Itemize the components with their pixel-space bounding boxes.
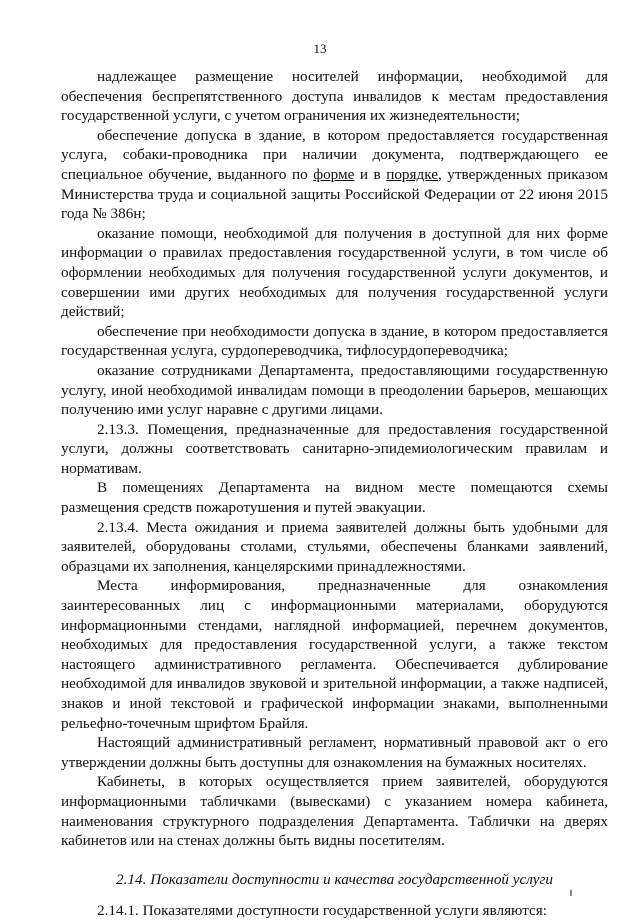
paragraph-assistance: оказание помощи, необходимой для получения в доступной для них форме информации о правилах предоставления государственной услуги, в том числе об оформлении необходимых для получения государственной услуги документов, и совершении ими других необходимых для получения государственной услуги действий; xyxy=(61,224,608,321)
paragraph-text-segment: обеспечение допуска в здание, в котором предоставляется государственная услуга, собаки-проводника при наличии документа, подтверждающего ее специальное обучение, выданного по xyxy=(61,126,608,183)
paragraph-cabinets: Кабинеты, в которых осуществляется прием заявителей, оборудуются информационными табличками (вывесками) с указанием номера кабинета, наименования структурного подразделения Департамента. Таблички на дверях кабинетов или на стенах должны быть видны посетителям. xyxy=(61,773,608,850)
paragraph-interpreter-admission: обеспечение при необходимости допуска в здание, в котором предоставляется государственная услуга, сурдопереводчика, тифлосурдопереводчика; xyxy=(61,322,608,360)
paragraph-staff-assistance: оказание сотрудниками Департамента, предоставляющими государственную услугу, иной необходимой инвалидам помощи в преодолении барьеров, мешающих получению ими услуг наравне с другими лицами. xyxy=(61,361,608,419)
paragraph-2-13-3: 2.13.3. Помещения, предназначенные для предоставления государственной услуги, должны соответствовать санитарно-эпидемиологическим правилам и нормативам. xyxy=(61,420,608,477)
form-link[interactable]: форме xyxy=(313,165,355,183)
document-body xyxy=(61,67,608,921)
procedure-link[interactable]: порядке xyxy=(386,165,438,183)
paragraph-evacuation-schemes: В помещениях Департамента на видном месте помещаются схемы размещения средств пожаротушения и путей эвакуации. xyxy=(61,479,608,517)
paragraph-information-places: Места информирования, предназначенные для ознакомления заинтересованных лиц с информационными материалами, оборудуются информационными стендами, наглядной информацией, перечнем документов, необходимых для предоставления государственной услуги, а также текстом настоящего административного регламента. Обеспечивается дублирование необходимой для инвалидов звуковой и зрительной информации, а также надписей, знаков и иной текстовой и графической информации знаками, выполненными рельефно-точечным шрифтом Брайля. xyxy=(61,577,608,732)
scan-mark xyxy=(570,890,572,896)
paragraph-guide-dog-admission xyxy=(61,126,608,224)
paragraph-2-14-1: 2.14.1. Показателями доступности государственной услуги являются: xyxy=(97,902,547,920)
paragraph-2-13-4: 2.13.4. Места ожидания и приема заявителей должны быть удобными для заявителей, оборудованы столами, стульями, обеспечены бланками заявлений, образцами их заполнения, канцелярскими принадлежностями. xyxy=(61,518,608,575)
paragraph-text-segment: , утвержденных приказом Министерства труда и социальной защиты Российской Федерации от 22 июня 2015 года № 386н; xyxy=(61,165,608,223)
section-heading-2-14: 2.14. Показатели доступности и качества государственной услуги xyxy=(116,870,553,888)
page-number: 13 xyxy=(313,41,327,56)
paragraph-text-segment: и в xyxy=(354,165,387,183)
paragraph-regulation-availability: Настоящий административный регламент, нормативный правовой акт о его утверждении должны быть доступны для ознакомления на бумажных носителях. xyxy=(61,734,608,771)
paragraph-information-placement: надлежащее размещение носителей информации, необходимой для обеспечения беспрепятственного доступа инвалидов к местам предоставления государственной услуги, с учетом ограничения их жизнедеятельности; xyxy=(61,68,608,125)
